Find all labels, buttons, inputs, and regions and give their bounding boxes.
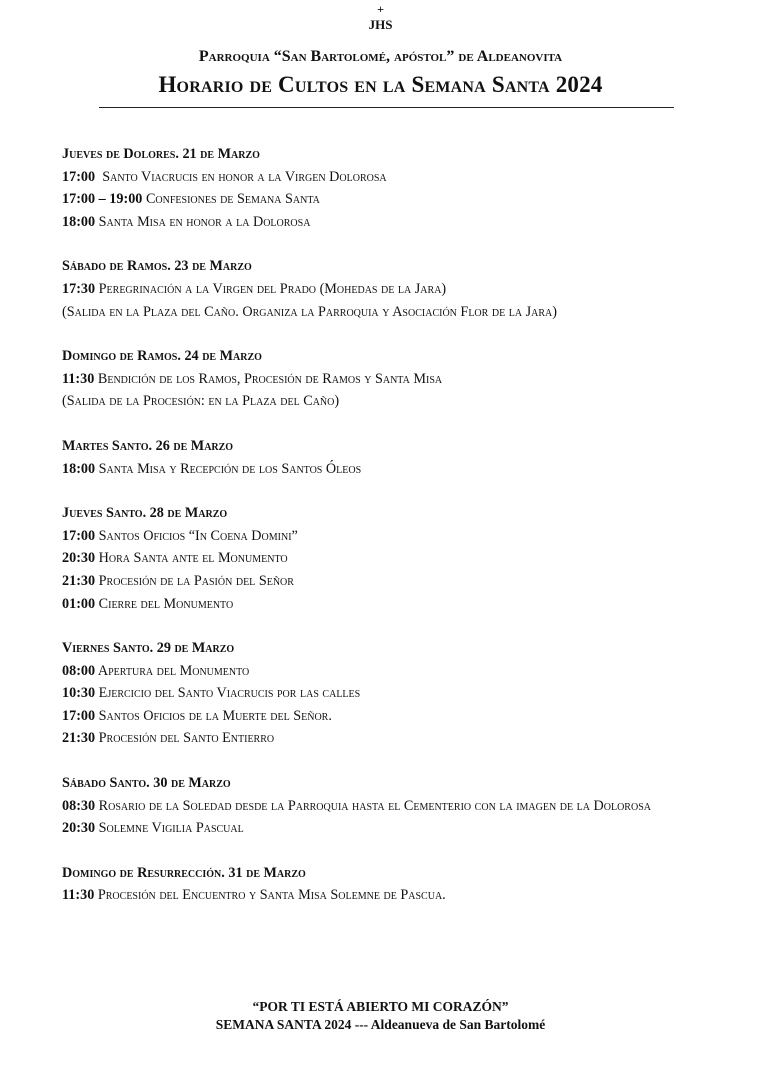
schedule-event bbox=[62, 547, 722, 570]
event-description: Cierre del Monumento bbox=[95, 595, 234, 612]
schedule-event bbox=[62, 884, 722, 907]
event-description: Santos Oficios de la Muerte del Señor. bbox=[95, 707, 332, 724]
day-heading: Sábado de Ramos. 23 de Marzo bbox=[62, 258, 252, 275]
event-description: Rosario de la Soledad desde la Parroquia hasta el Cementerio con la imagen de la Dolorosa bbox=[95, 797, 651, 814]
footer-motto: “POR TI ESTÁ ABIERTO MI CORAZÓN” bbox=[252, 999, 509, 1014]
event-description: Procesión de la Pasión del Señor bbox=[95, 572, 294, 589]
event-time: 17:30 bbox=[62, 280, 96, 297]
event-description: Procesión del Santo Entierro bbox=[95, 730, 275, 747]
schedule-day bbox=[62, 637, 722, 750]
event-time: 11:30 bbox=[62, 370, 95, 387]
day-heading: Jueves de Dolores. 21 de Marzo bbox=[62, 146, 260, 162]
parish-name: Parroquia “San Bartolomé, apóstol” de Aldeanovita bbox=[198, 48, 563, 65]
schedule-event bbox=[62, 458, 722, 481]
event-time: 20:30 bbox=[62, 820, 96, 837]
event-note bbox=[62, 390, 722, 413]
title-divider bbox=[99, 107, 674, 108]
schedule-day bbox=[62, 255, 722, 323]
schedule-event bbox=[62, 166, 722, 189]
schedule-event bbox=[62, 705, 722, 728]
schedule-event bbox=[62, 525, 722, 548]
event-description: Santos Oficios “In Coena Domini” bbox=[95, 527, 298, 544]
event-time: 21:30 bbox=[62, 730, 96, 747]
schedule-day bbox=[62, 772, 722, 840]
schedule-event bbox=[62, 682, 722, 705]
schedule bbox=[62, 143, 722, 929]
event-description: Solemne Vigilia Pascual bbox=[95, 820, 244, 837]
schedule-event bbox=[62, 660, 722, 683]
cross-mark: + bbox=[377, 2, 384, 16]
event-time: 18:00 bbox=[62, 460, 96, 477]
schedule-event bbox=[62, 368, 722, 391]
event-description: Bendición de los Ramos, Procesión de Ramos y Santa Misa bbox=[94, 370, 443, 387]
event-time: 21:30 bbox=[62, 572, 96, 589]
event-time: 11:30 bbox=[62, 887, 95, 904]
event-time: 17:00 bbox=[62, 168, 96, 185]
day-heading: Martes Santo. 26 de Marzo bbox=[62, 437, 234, 454]
event-time: 20:30 bbox=[62, 550, 96, 567]
event-time: 17:00 bbox=[62, 527, 96, 544]
schedule-event bbox=[62, 570, 722, 593]
event-description: Santa Misa y Recepción de los Santos Óleos bbox=[95, 460, 362, 477]
schedule-day bbox=[62, 502, 722, 615]
footer-line: SEMANA SANTA 2024 --- Aldeanueva de San Bartolomé bbox=[215, 1017, 546, 1032]
event-description: Santo Viacrucis en honor a la Virgen Dolorosa bbox=[95, 168, 387, 185]
event-time: 10:30 bbox=[62, 685, 96, 702]
event-description: Hora Santa ante el Monumento bbox=[95, 550, 288, 567]
schedule-event bbox=[62, 817, 722, 840]
event-description: Ejercicio del Santo Viacrucis por las calles bbox=[95, 685, 361, 702]
event-description: Peregrinación a la Virgen del Prado (Mohedas de la Jara) bbox=[95, 280, 447, 297]
event-time: 18:00 bbox=[62, 213, 96, 230]
page-title: Horario de Cultos en la Semana Santa 2024 bbox=[158, 72, 603, 97]
event-time: 17:00 – 19:00 bbox=[62, 191, 143, 208]
event-description: Confesiones de Semana Santa bbox=[142, 191, 320, 208]
schedule-event bbox=[62, 795, 722, 818]
day-heading: Domingo de Ramos. 24 de Marzo bbox=[62, 348, 262, 365]
day-heading: Domingo de Resurrección. 31 de Marzo bbox=[62, 864, 306, 881]
schedule-day bbox=[62, 435, 722, 480]
day-heading: Sábado Santo. 30 de Marzo bbox=[62, 775, 231, 792]
day-heading: Jueves Santo. 28 de Marzo bbox=[62, 505, 228, 522]
event-time: 17:00 bbox=[62, 707, 96, 724]
day-heading: Viernes Santo. 29 de Marzo bbox=[62, 640, 235, 657]
schedule-day bbox=[62, 345, 722, 413]
schedule-day bbox=[62, 143, 722, 233]
event-description: Apertura del Monumento bbox=[95, 662, 250, 679]
schedule-event bbox=[62, 593, 722, 616]
schedule-event bbox=[62, 278, 722, 301]
event-time: 08:30 bbox=[62, 797, 96, 814]
event-time: 01:00 bbox=[62, 595, 96, 612]
schedule-event bbox=[62, 727, 722, 750]
event-description: Santa Misa en honor a la Dolorosa bbox=[95, 213, 311, 230]
event-description: (Salida de la Procesión: en la Plaza del Caño) bbox=[62, 393, 340, 410]
schedule-event bbox=[62, 211, 722, 234]
event-description: (Salida en la Plaza del Caño. Organiza la Parroquia y Asociación Flor de la Jara) bbox=[62, 303, 557, 320]
event-note bbox=[62, 301, 722, 324]
event-time: 08:00 bbox=[62, 662, 96, 679]
monogram: JHS bbox=[368, 17, 393, 32]
schedule-day bbox=[62, 862, 722, 907]
event-description: Procesión del Encuentro y Santa Misa Solemne de Pascua. bbox=[94, 887, 446, 904]
schedule-event bbox=[62, 188, 722, 211]
